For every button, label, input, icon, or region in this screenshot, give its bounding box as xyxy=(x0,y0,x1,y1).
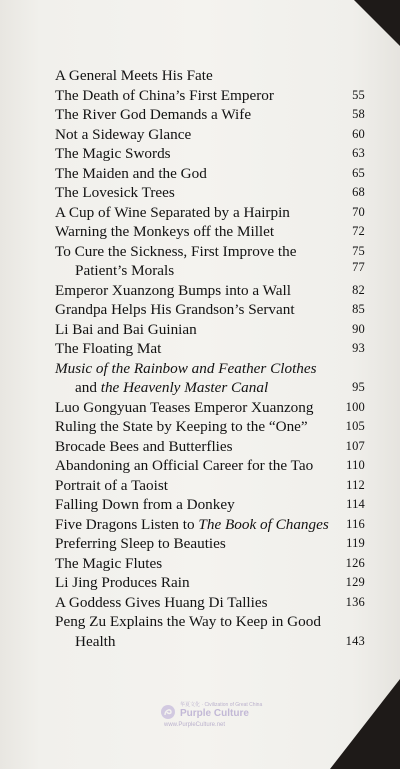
toc-entry-title: Brocade Bees and Butterflies xyxy=(55,437,233,455)
toc-entry-title: The River God Demands a Wife xyxy=(55,106,252,123)
toc-page-number: 77 xyxy=(352,260,365,274)
toc-page-number: 82 xyxy=(352,282,365,297)
toc-entry xyxy=(55,242,365,281)
toc-entry-title: A General Meets His Fate xyxy=(55,67,213,84)
toc-entry xyxy=(55,456,365,476)
toc-entry xyxy=(55,398,365,418)
toc-page-number: 110 xyxy=(346,458,365,472)
toc-page-number: 107 xyxy=(345,438,365,453)
toc-page-number: 93 xyxy=(352,341,365,355)
toc-page-number: 95 xyxy=(352,380,365,394)
toc-entry-title: Grandpa Helps His Grandson’s Servant xyxy=(55,301,295,318)
toc-page-number: 68 xyxy=(352,185,365,199)
toc-entry-title: The Maiden and the God xyxy=(55,164,207,182)
toc-page-number: 60 xyxy=(352,126,365,141)
toc-page-number: 65 xyxy=(352,165,365,180)
toc-page-number: 90 xyxy=(352,321,365,336)
toc-page-number: 72 xyxy=(352,224,365,238)
toc-entry-title xyxy=(55,242,337,281)
toc-entry xyxy=(55,320,365,340)
toc-page-number: 114 xyxy=(346,497,365,511)
toc-entry-title-line1: To Cure the Sickness, First Improve the xyxy=(55,242,297,260)
toc-entry-title-start: Five Dragons Listen to xyxy=(55,515,195,533)
toc-page-number: 112 xyxy=(346,477,365,492)
toc-entry xyxy=(55,573,365,593)
toc-entry-title: A Cup of Wine Separated by a Hairpin xyxy=(55,203,290,221)
toc-page-number: 143 xyxy=(345,633,365,648)
toc-entry-title: A Goddess Gives Huang Di Tallies xyxy=(55,593,268,611)
toc-entry xyxy=(55,86,365,106)
toc-entry xyxy=(55,125,365,145)
toc-entry xyxy=(55,417,365,437)
toc-entry-title: Not a Sideway Glance xyxy=(55,125,192,143)
toc-entry-title: Warning the Monkeys off the Millet xyxy=(55,223,275,240)
toc-entry-title: Abandoning an Official Career for the Tao xyxy=(55,457,314,474)
toc-entry xyxy=(55,476,365,496)
toc-page-number: 129 xyxy=(345,575,365,589)
toc-page-number: 85 xyxy=(352,302,365,316)
toc-entry-conjunction: and xyxy=(75,379,97,396)
toc-entry-title: Portrait of a Taoist xyxy=(55,476,168,494)
watermark-url: www.PurpleCulture.net xyxy=(164,722,226,728)
toc-entry-title: Preferring Sleep to Beauties xyxy=(55,535,226,552)
toc-entry-title: Li Jing Produces Rain xyxy=(55,574,190,591)
toc-entry xyxy=(55,515,365,535)
toc-page-number: 116 xyxy=(346,516,365,531)
toc-entry xyxy=(55,437,365,457)
toc-entry-title xyxy=(55,612,337,651)
page-curl-top-right xyxy=(354,0,400,46)
toc-entry xyxy=(55,495,365,515)
toc-entry xyxy=(55,593,365,613)
toc-entry-title xyxy=(55,515,337,535)
toc-page-number: 58 xyxy=(352,107,365,121)
toc-entry-title-line1: Music of the Rainbow and Feather Clothes xyxy=(55,359,317,377)
purple-culture-watermark xyxy=(160,701,263,737)
toc-entry xyxy=(55,612,365,651)
toc-entry-title: The Magic Flutes xyxy=(55,554,163,572)
toc-entry-title: The Death of China’s First Emperor xyxy=(55,86,274,104)
toc-entry xyxy=(55,164,365,184)
toc-entry xyxy=(55,554,365,574)
toc-entry-italic-title: the Heavenly Master Canal xyxy=(100,379,269,396)
toc-page-number: 105 xyxy=(345,419,365,433)
toc-entry-italic-title: The Book of Changes xyxy=(198,515,329,533)
toc-entry xyxy=(55,105,365,125)
toc-entry-title: The Lovesick Trees xyxy=(55,184,175,201)
toc-entry xyxy=(55,339,365,359)
toc-entry-title-line2: Patient’s Morals xyxy=(75,262,175,279)
toc-entry xyxy=(55,359,365,398)
toc-page-number: 100 xyxy=(345,399,365,414)
toc-entry xyxy=(55,281,365,301)
toc-entry-title xyxy=(55,359,337,398)
toc-entry-title: The Magic Swords xyxy=(55,145,171,162)
toc-entry xyxy=(55,534,365,554)
watermark-tagline: 华夏文化 · Civilization of Great China xyxy=(180,702,263,708)
toc-entry-title: Li Bai and Bai Guinian xyxy=(55,320,197,338)
toc-page-number: 126 xyxy=(345,555,365,570)
toc-page-number: 63 xyxy=(352,146,365,160)
table-of-contents xyxy=(55,66,365,651)
toc-entry-title: Falling Down from a Donkey xyxy=(55,496,235,513)
toc-entry-title: Luo Gongyuan Teases Emperor Xuanzong xyxy=(55,398,314,416)
toc-entry-title-line2 xyxy=(55,378,337,398)
toc-entry xyxy=(55,183,365,203)
toc-page-number: 136 xyxy=(345,594,365,609)
toc-entry-title-line1: Peng Zu Explains the Way to Keep in Good xyxy=(55,613,321,630)
page-curl-bottom-right xyxy=(330,679,400,769)
toc-page-number: 119 xyxy=(346,536,365,550)
toc-entry-title-line2: Health xyxy=(75,632,116,650)
toc-entry-title: The Floating Mat xyxy=(55,340,162,357)
watermark-name: Purple Culture xyxy=(180,708,249,719)
toc-entry xyxy=(55,222,365,242)
toc-entry xyxy=(55,144,365,164)
purple-culture-logo-icon xyxy=(160,704,176,720)
toc-entry-title: Ruling the State by Keeping to the “One” xyxy=(55,418,308,435)
toc-entry-title: Emperor Xuanzong Bumps into a Wall xyxy=(55,281,291,299)
toc-page-number: 55 xyxy=(352,87,365,102)
toc-entry xyxy=(55,66,365,86)
toc-page-number: 70 xyxy=(352,204,365,219)
toc-page-number: 75 xyxy=(352,243,365,258)
toc-entry xyxy=(55,300,365,320)
toc-entry xyxy=(55,203,365,223)
